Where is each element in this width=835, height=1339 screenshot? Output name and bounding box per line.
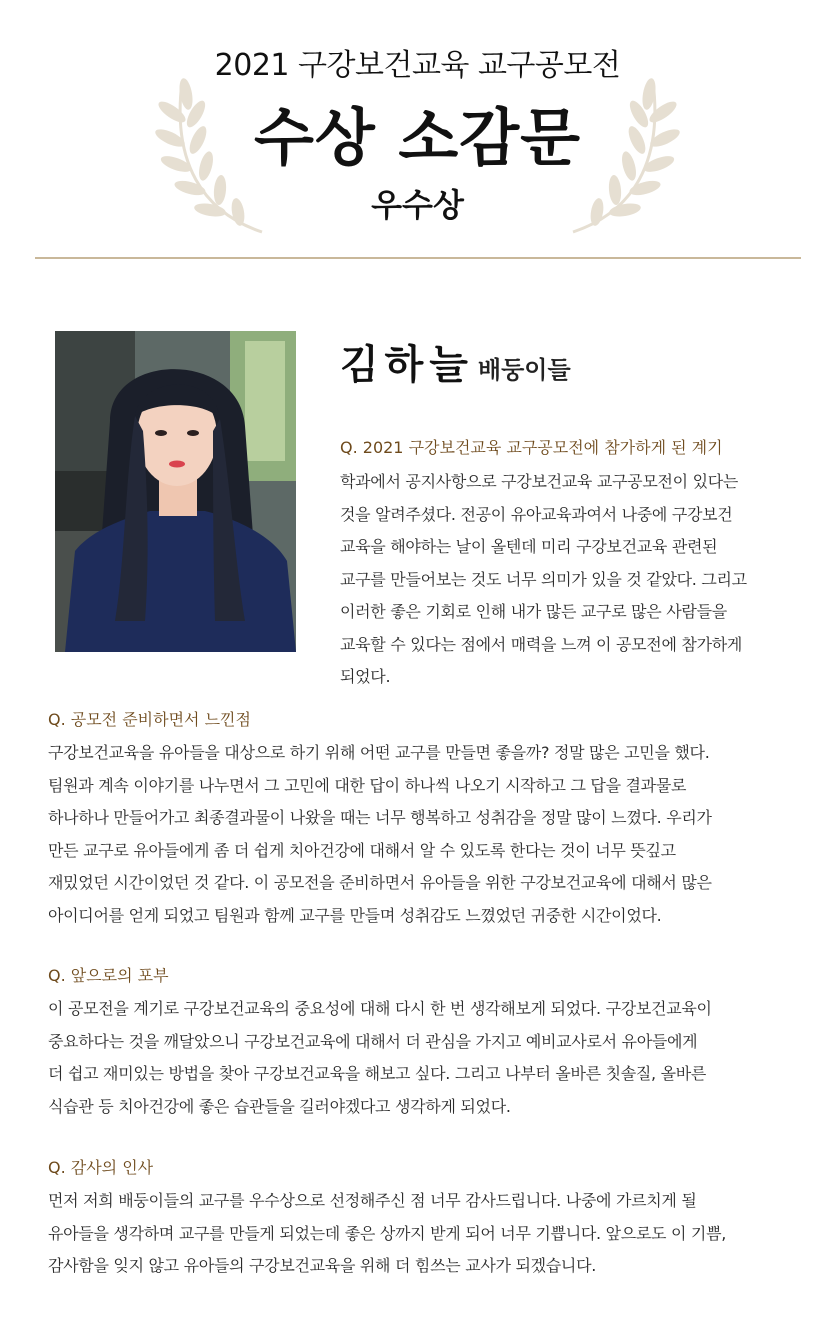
answer-line: 이 공모전을 계기로 구강보건교육의 중요성에 대해 다시 한 번 생각해보게 되었다. 구강보건교육이 bbox=[48, 999, 712, 1018]
answer-text bbox=[340, 466, 747, 694]
answer-line: 식습관 등 치아건강에 좋은 습관들을 길러야겠다고 생각하게 되었다. bbox=[48, 1096, 511, 1116]
answer-text bbox=[48, 1185, 726, 1283]
team-name: 배둥이들 bbox=[477, 356, 571, 384]
page-title: 수상 소감문 bbox=[253, 101, 582, 174]
question-heading: Q. 감사의 인사 bbox=[48, 1158, 154, 1177]
answer-line: 팀원과 계속 이야기를 나누면서 그 고민에 대한 답이 하나씩 나오기 시작하고 그 답을 결과물로 bbox=[48, 775, 687, 795]
answer-line: 아이디어를 얻게 되었고 팀원과 함께 교구를 만들며 성취감도 느꼈었던 귀중한 시간이었다. bbox=[48, 905, 662, 925]
question-heading: Q. 2021 구강보건교육 교구공모전에 참가하게 된 계기 bbox=[340, 438, 723, 457]
question-heading: Q. 앞으로의 포부 bbox=[48, 966, 169, 985]
question-heading: Q. 공모전 준비하면서 느낀점 bbox=[48, 710, 251, 729]
answer-line: 감사함을 잊지 않고 유아들의 구강보건교육을 위해 더 힘쓰는 교사가 되겠습니다. bbox=[48, 1256, 597, 1275]
answer-line: 만든 교구로 유아들에게 좀 더 쉽게 치아건강에 대해서 알 수 있도록 한다는 것이 너무 뜻깊고 bbox=[48, 840, 676, 860]
profile-heading bbox=[340, 333, 571, 388]
answer-line: 중요하다는 것을 깨달았으니 구강보건교육에 대해서 더 관심을 가지고 예비교사로서 유아들에게 bbox=[48, 1031, 698, 1051]
answer-line: 학과에서 공지사항으로 구강보건교육 교구공모전이 있다는 bbox=[340, 472, 739, 491]
answer-line: 구강보건교육을 유아들을 대상으로 하기 위해 어떤 교구를 만들면 좋을까? 정말 많은 고민을 했다. bbox=[48, 743, 710, 762]
winner-name: 김하늘 bbox=[340, 342, 474, 388]
profile-photo bbox=[55, 331, 296, 652]
answer-line: 되었다. bbox=[340, 667, 391, 686]
event-title: 2021 구강보건교육 교구공모전 bbox=[214, 48, 621, 83]
answer-line: 먼저 저희 배둥이들의 교구를 우수상으로 선정해주신 점 너무 감사드립니다. 나중에 가르치게 될 bbox=[48, 1191, 697, 1210]
answer-line: 것을 알려주셨다. 전공이 유아교육과여서 나중에 구강보건 bbox=[340, 504, 733, 524]
answer-line: 더 쉽고 재미있는 방법을 찾아 구강보건교육을 해보고 싶다. 그리고 나부터 올바른 칫솔질, 올바른 bbox=[48, 1064, 707, 1083]
header bbox=[0, 0, 835, 260]
answer-line: 교구를 만들어보는 것도 너무 의미가 있을 것 같았다. 그리고 bbox=[340, 569, 747, 589]
portrait-illustration-icon bbox=[55, 331, 296, 652]
answer-line: 하나하나 만들어가고 최종결과물이 나왔을 때는 너무 행복하고 성취감을 정말 많이 느꼈다. 우리가 bbox=[48, 808, 712, 827]
answer-line: 교육할 수 있다는 점에서 매력을 느껴 이 공모전에 참가하게 bbox=[340, 634, 743, 654]
header-divider bbox=[35, 257, 801, 259]
award-name: 우수상 bbox=[371, 186, 464, 224]
answer-line: 교육을 해야하는 날이 올텐데 미리 구강보건교육 관련된 bbox=[340, 537, 718, 556]
answer-line: 이러한 좋은 기회로 인해 내가 많든 교구로 많은 사람들을 bbox=[340, 602, 727, 621]
answer-text bbox=[48, 993, 712, 1123]
answer-line: 유아들을 생각하며 교구를 만들게 되었는데 좋은 상까지 받게 되어 너무 기쁩니다. 앞으로도 이 기쁨, bbox=[48, 1223, 727, 1243]
answer-line: 재밌었던 시간이었던 것 같다. 이 공모전을 준비하면서 유아들을 위한 구강보건교육에 대해서 많은 bbox=[48, 873, 712, 892]
answer-text bbox=[48, 737, 712, 932]
